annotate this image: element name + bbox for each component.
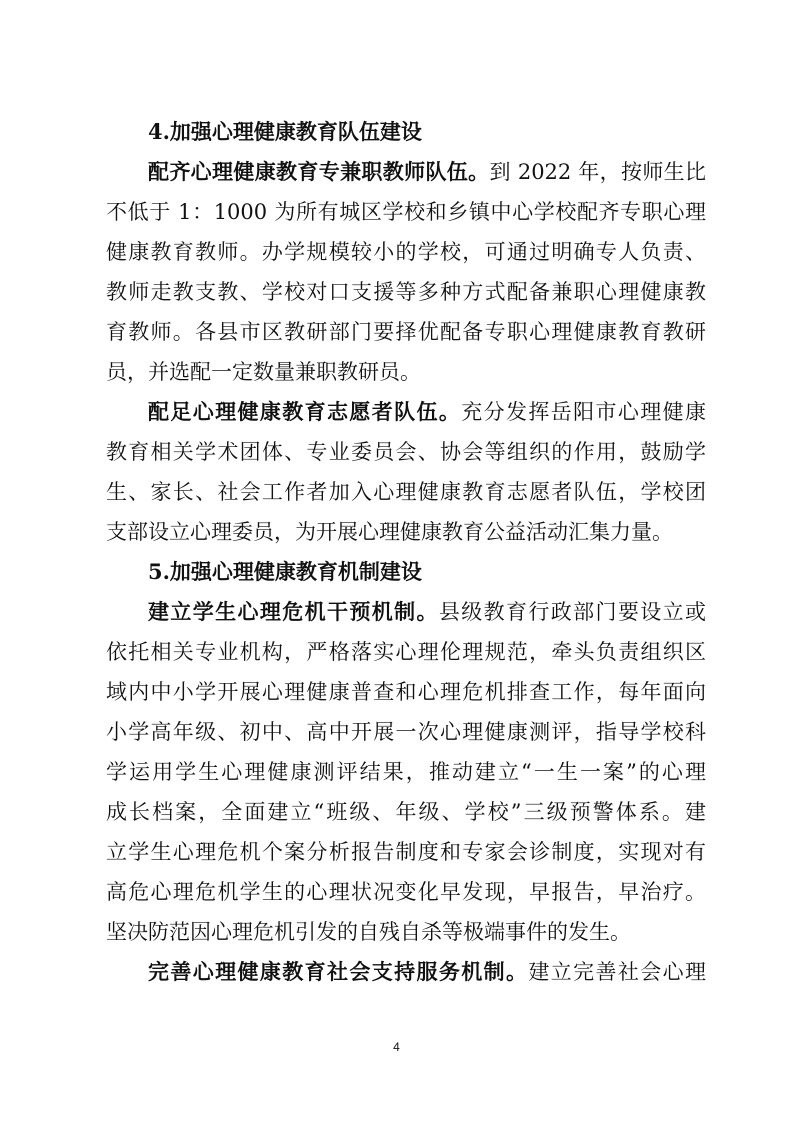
paragraph-2-line-4: 支部设立心理委员，为开展心理健康教育公益活动汇集力量。	[106, 520, 673, 544]
paragraph-1-line-4: 教师走教支教、学校对口支援等多种方式配备兼职心理健康教	[106, 280, 706, 304]
page-number: 4	[393, 1040, 400, 1054]
paragraph-3-line-4: 小学高年级、初中、高中开展一次心理健康测评，指导学校科	[106, 720, 706, 744]
paragraph-3-line-7: 立学生心理危机个案分析报告制度和专家会诊制度，实现对有	[106, 840, 706, 864]
paragraph-1-line-2: 不低于 1：1000 为所有城区学校和乡镇中心学校配齐专职心理	[106, 200, 706, 224]
paragraph-3-line-2: 依托相关专业机构，严格落实心理伦理规范，牵头负责组织区	[106, 640, 706, 664]
paragraph-3-lead: 建立学生心理危机干预机制。	[148, 599, 439, 624]
paragraph-2-line-1: 充分发挥岳阳市心理健康	[461, 400, 706, 424]
paragraph-4-first-line	[148, 957, 706, 987]
paragraph-4-lead: 完善心理健康教育社会支持服务机制。	[148, 959, 529, 984]
paragraph-3-line-1: 县级教育行政部门要设立或	[438, 600, 706, 624]
paragraph-1-line-6: 员，并选配一定数量兼职教研员。	[106, 360, 421, 384]
paragraph-4-line-1: 建立完善社会心理	[528, 960, 706, 984]
section-4-heading: 4.加强心理健康教育队伍建设	[148, 119, 422, 144]
paragraph-1-first-line	[148, 157, 706, 187]
section-5-heading: 5.加强心理健康教育机制建设	[148, 559, 422, 584]
paragraph-2-line-2: 教育相关学术团体、专业委员会、协会等组织的作用，鼓励学	[106, 440, 706, 464]
paragraph-3-line-6: 成长档案，全面建立“班级、年级、学校”三级预警体系。建	[106, 800, 706, 824]
paragraph-2-lead: 配足心理健康教育志愿者队伍。	[148, 399, 462, 424]
paragraph-1-line-3: 健康教育教师。办学规模较小的学校，可通过明确专人负责、	[106, 240, 706, 264]
paragraph-3-first-line	[148, 597, 706, 627]
paragraph-3-line-3: 域内中小学开展心理健康普查和心理危机排查工作，每年面向	[106, 680, 706, 704]
paragraph-3-line-5: 学运用学生心理健康测评结果，推动建立“一生一案”的心理	[106, 760, 706, 784]
paragraph-1-lead: 配齐心理健康教育专兼职教师队伍。	[148, 159, 490, 184]
paragraph-2-first-line	[148, 397, 706, 427]
paragraph-3-line-9: 坚决防范因心理危机引发的自残自杀等极端事件的发生。	[106, 920, 631, 944]
paragraph-1-line-1: 到 2022 年，按师生比	[489, 160, 706, 184]
paragraph-1-line-5: 育教师。各县市区教研部门要择优配备专职心理健康教育教研	[106, 320, 706, 344]
paragraph-2-line-3: 生、家长、社会工作者加入心理健康教育志愿者队伍，学校团	[106, 480, 706, 504]
paragraph-3-line-8: 高危心理危机学生的心理状况变化早发现，早报告，早治疗。	[106, 880, 706, 904]
